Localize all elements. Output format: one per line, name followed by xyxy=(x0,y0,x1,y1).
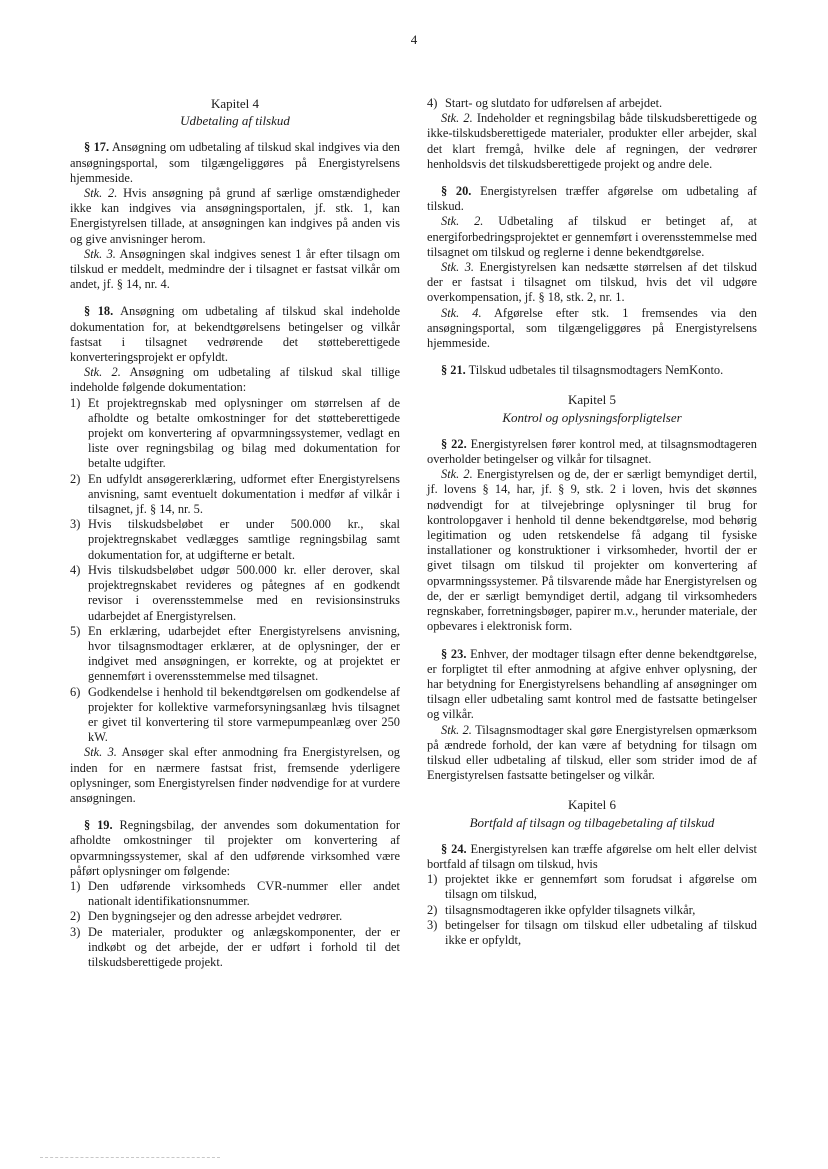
list-text: Den udførende virksomheds CVR-nummer eller andet nationalt identifikationsnummer. xyxy=(88,878,400,909)
section-21-number: § 21. xyxy=(441,363,466,378)
list-number: 4) xyxy=(427,96,438,110)
stk-text: Energistyrelsen kan nedsætte størrelsen af det tilskud der er fastsat i tilsagnet om tilskud, hvis det vil udgøre overkompensation, jf. § 18, stk. 2, nr. 1. xyxy=(427,260,757,305)
stk-text: Ansøgningen skal indgives senest 1 år efter tilsagn om tilskud er meddelt, medmindre der i tilsagnet er fastsat vilkår om andet, jf. § 14, nr. 4. xyxy=(70,246,400,292)
stk-label: Stk. 2. xyxy=(441,467,473,482)
footer-rule xyxy=(40,1157,220,1158)
section-22-stk2 xyxy=(427,467,757,634)
stk-label: Stk. 2. xyxy=(84,186,118,201)
list-number: 2) xyxy=(70,909,81,924)
list-number: 3) xyxy=(70,517,81,532)
list-number: 5) xyxy=(70,623,81,638)
list-text: Start- og slutdato for udførelsen af arbejdet. xyxy=(445,96,663,110)
section-23-number: § 23. xyxy=(441,646,467,661)
stk-text: Tilsagnsmodtager skal gøre Energistyrelsen opmærksom på ændrede forhold, der kan være af betydning for tilsagn om tilskud eller udbetaling af tilskud, eller som strider imod de af Energistyrelsen fastsatte betingelser og vilkår. xyxy=(427,722,757,783)
stk-text: Hvis ansøgning på grund af særlige omstændigheder ikke kan indgives via ansøgningsportalen, jf. stk. 1, kan Energistyrelsen tillade, at ansøgningen kan indgives på anden vis og give anvisninger herom. xyxy=(70,186,400,246)
section-20-number: § 20. xyxy=(441,184,472,199)
list-text: Hvis tilskudsbeløbet udgør 500.000 kr. eller derover, skal projektregnskabet revideres og påtegnes af en godkendt revisor i overensstemmelse med en revisionsinstruks udarbejdet af Energistyrelsen. xyxy=(88,562,400,623)
section-18-stk3 xyxy=(70,745,400,806)
section-19-list xyxy=(70,879,400,970)
list-number: 1) xyxy=(70,395,81,410)
list-text: En udfyldt ansøgererklæring, udformet efter Energistyrelsens anvisning, samt eventuelt dokumentation i medfør af vilkår i tilsagnet, jf. § 14, nr. 5. xyxy=(88,471,400,517)
list-number: 1) xyxy=(427,872,438,887)
list-item xyxy=(427,872,757,902)
section-17-stk2 xyxy=(70,186,400,247)
list-text: Hvis tilskudsbeløbet er under 500.000 kr., skal projektregnskabet vedlægges samtlige regningsbilag samt dokumentation for, at udgifterne er betalt. xyxy=(88,517,400,562)
stk-label: Stk. 4. xyxy=(441,305,482,320)
section-24-number: § 24. xyxy=(441,841,467,856)
list-number: 4) xyxy=(70,562,81,577)
list-item xyxy=(70,909,400,924)
stk-label: Stk. 2. xyxy=(84,365,121,380)
stk-text: Afgørelse efter stk. 1 fremsendes via den ansøgningsportal, som tilgængeliggøres på Energistyrelsens hjemmeside. xyxy=(427,305,757,351)
section-18-stk2 xyxy=(70,365,400,395)
section-21 xyxy=(427,363,757,378)
section-20-text: Energistyrelsen træffer afgørelse om udbetaling af tilskud. xyxy=(427,184,757,214)
list-number: 6) xyxy=(70,684,81,699)
list-number: 2) xyxy=(70,471,81,486)
left-column xyxy=(70,96,400,970)
list-text: betingelser for tilsagn om tilskud eller udbetaling af tilskud ikke er opfyldt, xyxy=(445,917,757,947)
stk-label: Stk. 3. xyxy=(441,260,474,275)
section-18-number: § 18. xyxy=(84,304,114,319)
section-17 xyxy=(70,140,400,186)
section-21-text: Tilskud udbetales til tilsagnsmodtagers NemKonto. xyxy=(468,363,724,378)
stk-text: Indeholder et regningsbilag både tilskudsberettigede og ikke-tilskudsberettigede materialer, produkter eller arbejder, skal det klart fremgå, hvilke dele af regningen, der vedrører henholdsvis det tilskudsberettigede projekt og andre dele. xyxy=(427,111,757,171)
section-24-text: Energistyrelsen kan træffe afgørelse om helt eller delvist bortfald af tilsagn om tilskud, hvis xyxy=(427,841,757,871)
list-text: tilsagnsmodtageren ikke opfylder tilsagnets vilkår, xyxy=(445,902,696,917)
section-19-text: Regningsbilag, der anvendes som dokumentation for afholdte omkostninger til projekter om konvertering af opvarmningssystemer, skal af den udførende virksomhed være påført oplysninger om følgende: xyxy=(70,818,400,878)
section-18-text: Ansøgning om udbetaling af tilskud skal indeholde dokumentation for, at bekendtgørelsens betingelser og vilkår fastsat i tilsagnet vedrørende det støtteberettigede konverteringsprojekt er opfyldt. xyxy=(70,304,400,365)
stk-text: Energistyrelsen og de, der er særligt bemyndiget dertil, jf. lovens § 14, har, jf. § 9, stk. 2 i loven, hvis det skønnes nødvendigt for at tilvejebringe oplysninger til brug for kontrolopgaver i henhold til denne bekendtgørelse, mod behørig legitimation og uden retskendelse få adgang til fysiske installationer og konstruktioner i virksomheder, hvortil der er givet tilsagn om tilskud til projekter om konvertering af opvarmningssystemer. På tilsvarende måde har Energistyrelsen og de, der er særligt bemyndiget dertil, adgang til virksomheders regnskaber, forretningsbøger, papirer m.v., herunder materiale, der opbevares i elektronisk form. xyxy=(427,467,757,634)
chapter-4-title: Kapitel 4 xyxy=(210,96,259,111)
section-17-stk3 xyxy=(70,247,400,293)
section-24 xyxy=(427,842,757,872)
stk-label: Stk. 2. xyxy=(441,722,472,737)
list-number: 2) xyxy=(427,902,438,917)
section-22-text: Energistyrelsen fører kontrol med, at tilsagnsmodtageren overholder betingelser og vilkår for tilsagnet. xyxy=(427,436,757,467)
list-text: De materialer, produkter og anlægskomponenter, der er indkøbt og det arbejde, der er udført i forhold til det tilskudsberettigede projekt. xyxy=(88,924,400,969)
stk-text: Udbetaling af tilskud er betinget af, at energiforbedringsprojektet er gennemført i overensstemmelse med tilsagnet om tilskud og reglerne i denne bekendtgørelse. xyxy=(427,214,757,259)
stk-label: Stk. 3. xyxy=(84,745,117,760)
section-20-stk3 xyxy=(427,260,757,306)
section-19-number: § 19. xyxy=(84,818,113,833)
list-number: 3) xyxy=(70,924,81,939)
section-18 xyxy=(70,304,400,365)
list-text: Den bygningsejer og den adresse arbejdet vedrører. xyxy=(88,909,343,924)
section-17-text: Ansøgning om udbetaling af tilskud skal indgives via den ansøgningsportal, som tilgængeliggøres på Energistyrelsens hjemmeside. xyxy=(70,140,401,185)
stk-text: Ansøgning om udbetaling af tilskud skal tillige indeholde følgende dokumentation: xyxy=(70,365,400,395)
list-item xyxy=(427,96,757,111)
section-23-stk2 xyxy=(427,723,757,784)
list-item xyxy=(70,563,400,624)
list-item xyxy=(427,903,757,918)
stk-label: Stk. 2. xyxy=(441,111,473,126)
list-item xyxy=(427,918,757,948)
chapter-6-subtitle: Bortfald af tilsagn og tilbagebetaling af tilskud xyxy=(469,814,715,830)
chapter-6-title: Kapitel 6 xyxy=(567,797,616,813)
list-number: 3) xyxy=(427,917,438,932)
right-column xyxy=(427,96,757,948)
chapter-5-subtitle: Kontrol og oplysningsforpligtelser xyxy=(502,409,682,425)
section-20 xyxy=(427,184,757,214)
list-text: Godkendelse i henhold til bekendtgørelsen om godkendelse af projekter for kollektive varmeforsyningsanlæg hvis tilsagnet er givet til konvertering til store varmepumpeanlæg over 250 kW. xyxy=(88,684,400,745)
stk-label: Stk. 2. xyxy=(441,214,484,229)
list-item xyxy=(70,517,400,563)
list-item xyxy=(70,925,400,971)
section-23-text: Enhver, der modtager tilsagn efter denne bekendtgørelse, er forpligtet til efter anmodning at afgive enhver oplysning, der har betydning for Energistyrelsens behandling af ansøgninger om tilsagn eller udbetaling samt kontrol med de fastsatte betingelser og vilkår. xyxy=(427,646,758,722)
section-22-number: § 22. xyxy=(441,436,467,451)
stk-label: Stk. 3. xyxy=(84,246,116,261)
list-number: 1) xyxy=(70,878,81,893)
list-item xyxy=(70,624,400,685)
section-17-number: § 17. xyxy=(84,140,110,155)
list-item xyxy=(70,685,400,746)
list-text: En erklæring, udarbejdet efter Energistyrelsens anvisning, hvor tilsagnsmodtager erklærer, at de oplysninger, der er indgivet med ansøgningen, er korrekte, og at projektet er gennemført i overensstemmelse med tilsagnet. xyxy=(88,623,400,684)
section-19-list-continued xyxy=(427,96,757,111)
list-text: projektet ikke er gennemført som forudsat i afgørelse om tilsagn om tilskud, xyxy=(445,872,757,902)
section-19 xyxy=(70,818,400,879)
list-item xyxy=(70,396,400,472)
section-20-stk2 xyxy=(427,214,757,260)
list-text: Et projektregnskab med oplysninger om størrelsen af de afholdte og betalte omkostninger for det støtteberettigede projekt om konvertering af opvarmningssystemer, vedlagt en liste over regningsbilag og bilag med dokumentation for betalte udgifter. xyxy=(88,395,400,471)
section-19-stk2 xyxy=(427,111,757,172)
page-number: 4 xyxy=(410,32,418,47)
section-20-stk4 xyxy=(427,306,757,352)
chapter-5-title: Kapitel 5 xyxy=(567,392,616,408)
section-22 xyxy=(427,437,757,467)
section-23 xyxy=(427,647,757,723)
list-item xyxy=(70,879,400,909)
section-18-list xyxy=(70,396,400,746)
stk-text: Ansøger skal efter anmodning fra Energistyrelsen, og inden for en nærmere fastsat frist, fremsende yderligere oplysninger, som Energistyrelsen finder nødvendige for at vurdere ansøgningen. xyxy=(70,745,400,805)
section-24-list xyxy=(427,872,757,948)
list-item xyxy=(70,472,400,518)
chapter-4-subtitle: Udbetaling af tilskud xyxy=(180,113,290,129)
